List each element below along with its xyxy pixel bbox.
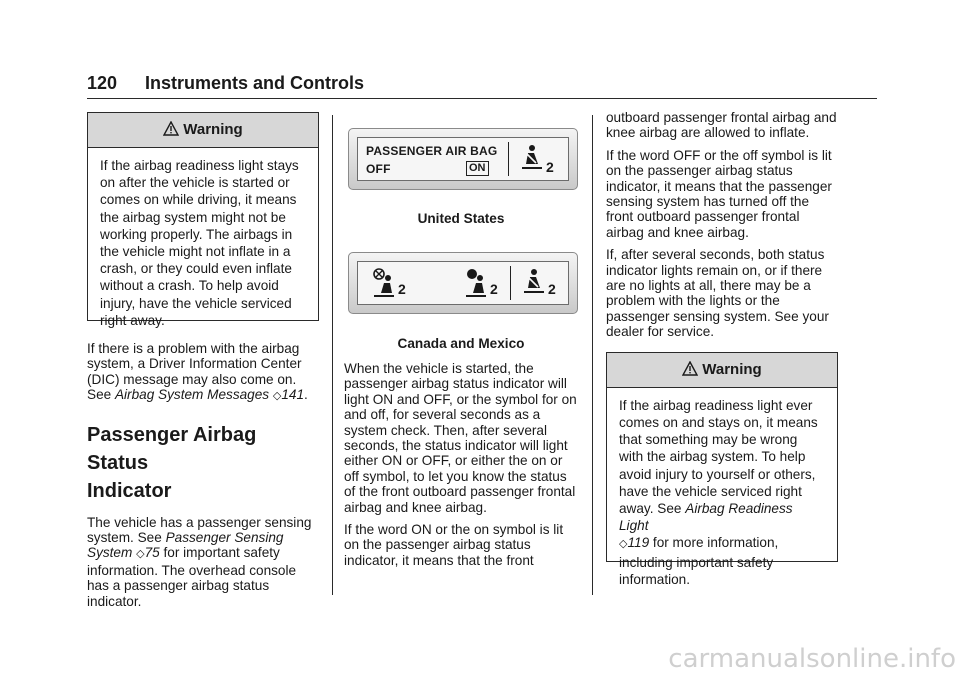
panel-title: PASSENGER AIR BAG bbox=[366, 144, 498, 158]
figure-caption: Canada and Mexico bbox=[397, 336, 525, 351]
figure-caption: United States bbox=[417, 211, 505, 226]
page-reference[interactable]: 75 bbox=[144, 545, 160, 561]
page-ref-icon: ◇ bbox=[272, 390, 282, 403]
cross-reference-link[interactable]: Airbag System Messages bbox=[114, 387, 270, 403]
paragraph-text: If there is a problem with the airbag system, a Driver Information Center (DIC) message may also come on. See bbox=[87, 341, 302, 403]
warning-title: Warning bbox=[183, 121, 243, 138]
column-divider-2 bbox=[592, 115, 593, 595]
passenger-seatbelt-icon bbox=[518, 144, 544, 172]
paragraph: If the word ON or the on symbol is lit on the passenger airbag status indicator, it means that the front bbox=[344, 522, 564, 568]
warning-line: that something may be wrong bbox=[619, 432, 798, 448]
warning-icon bbox=[682, 361, 698, 376]
warning-body bbox=[607, 388, 837, 593]
page-header bbox=[87, 72, 874, 94]
cross-reference-link[interactable]: Passenger Sensing System bbox=[87, 530, 284, 561]
warning-header bbox=[88, 113, 318, 148]
warning-line: injury, have the vehicle serviced bbox=[100, 295, 292, 311]
warning-line: with the airbag system. To help bbox=[619, 449, 806, 465]
warning-line: If the airbag readiness light ever bbox=[619, 397, 813, 413]
ca-indicator-panel bbox=[348, 252, 578, 314]
warning-box bbox=[87, 112, 319, 328]
paragraph: If, after several seconds, both status indicator lights remain on, or if there are no lights at all, there may be a problem with the lights or the passenger sensing system. See your dealer for service. bbox=[606, 247, 829, 340]
warning-text: away. See bbox=[619, 500, 682, 516]
cross-reference-link[interactable]: Airbag Readiness Light bbox=[619, 500, 793, 534]
section-heading bbox=[87, 421, 319, 505]
warning-line: working properly. The airbags in bbox=[100, 226, 293, 242]
panel-separator bbox=[508, 142, 509, 176]
warning-icon bbox=[163, 121, 179, 136]
page-reference[interactable]: 141 bbox=[281, 387, 305, 403]
paragraph: If the word OFF or the off symbol is lit on the passenger airbag status indicator, it means that the passenger sensing system has turned off the front outboard passenger frontal airbag and knee airbag. bbox=[606, 147, 832, 240]
panel-face bbox=[357, 261, 569, 305]
section-title: Instruments and Controls bbox=[145, 73, 365, 93]
warning-text: for more information, bbox=[652, 535, 779, 551]
paragraph-text: for important safety information. The overhead console has a passenger airbag status indicator. bbox=[87, 545, 297, 609]
column-2-text bbox=[344, 361, 578, 575]
warning-line: including important safety bbox=[619, 554, 774, 570]
warning-line: the airbag system might not be bbox=[100, 209, 286, 225]
paragraph: When the vehicle is started, the passenger airbag status indicator will light ON and OFF, or the symbol for on and off, for several seconds as a system check. Then, after several seconds, the status indicator will light either ON or OFF, or either the on or off symbol, to let you know the status of the front outboard passenger frontal airbag and knee airbag. bbox=[344, 361, 577, 515]
warning-line: on after the vehicle is started or bbox=[100, 175, 290, 191]
watermark: carmanualsonline.info bbox=[668, 644, 956, 674]
warning-line bbox=[619, 500, 825, 534]
column-1 bbox=[87, 112, 319, 616]
passenger-seatbelt-icon bbox=[520, 268, 546, 296]
warning-line: the vehicle might not inflate in a bbox=[100, 244, 291, 260]
seat-number: 2 bbox=[490, 281, 498, 297]
column-divider-1 bbox=[332, 115, 333, 595]
warning-line: right away. bbox=[100, 312, 165, 328]
warning-line: avoid injury to yourself or others, bbox=[619, 466, 816, 482]
paragraph-text: The vehicle has a passenger sensing system. See bbox=[87, 514, 312, 546]
paragraph bbox=[87, 515, 319, 609]
airbag-on-icon bbox=[464, 268, 490, 298]
paragraph: If there is a problem with the airbag system, a Driver Information Center (DIC) message may also come on. See Airbag System Messages ◇141. bbox=[87, 341, 308, 403]
seat-number: 2 bbox=[398, 281, 406, 297]
page-reference[interactable]: 119 bbox=[627, 535, 650, 551]
page-number: 120 bbox=[87, 73, 118, 93]
warning-line bbox=[619, 534, 825, 553]
column-3 bbox=[606, 110, 838, 587]
warning-line: comes on and stays on, it means bbox=[619, 414, 818, 430]
on-label: ON bbox=[466, 161, 489, 176]
us-indicator-panel bbox=[348, 128, 578, 190]
warning-line: information. bbox=[619, 571, 691, 587]
warning-line: have the vehicle serviced right bbox=[619, 483, 802, 499]
warning-line: crash, or they could even inflate bbox=[100, 261, 292, 277]
warning-line: comes on while driving, it means bbox=[100, 192, 297, 208]
seat-number: 2 bbox=[548, 281, 556, 297]
warning-line: If the airbag readiness light stays bbox=[100, 158, 299, 173]
header-rule bbox=[87, 98, 877, 99]
off-label: OFF bbox=[366, 162, 391, 176]
page-ref-icon: ◇ bbox=[136, 548, 145, 561]
paragraph: outboard passenger frontal airbag and knee airbag are allowed to inflate. bbox=[606, 110, 837, 141]
panel-face bbox=[357, 137, 569, 181]
warning-title: Warning bbox=[702, 360, 762, 378]
page-ref-icon: ◇ bbox=[619, 538, 628, 551]
airbag-off-icon bbox=[372, 268, 398, 298]
seat-number: 2 bbox=[546, 159, 554, 175]
heading-line: Indicator bbox=[87, 479, 172, 502]
warning-line: without a crash. To help avoid bbox=[100, 278, 279, 294]
heading-line: Passenger Airbag Status bbox=[87, 423, 257, 474]
warning-box bbox=[606, 352, 838, 587]
warning-header bbox=[607, 353, 837, 388]
warning-body bbox=[88, 148, 318, 334]
panel-separator bbox=[510, 266, 511, 300]
